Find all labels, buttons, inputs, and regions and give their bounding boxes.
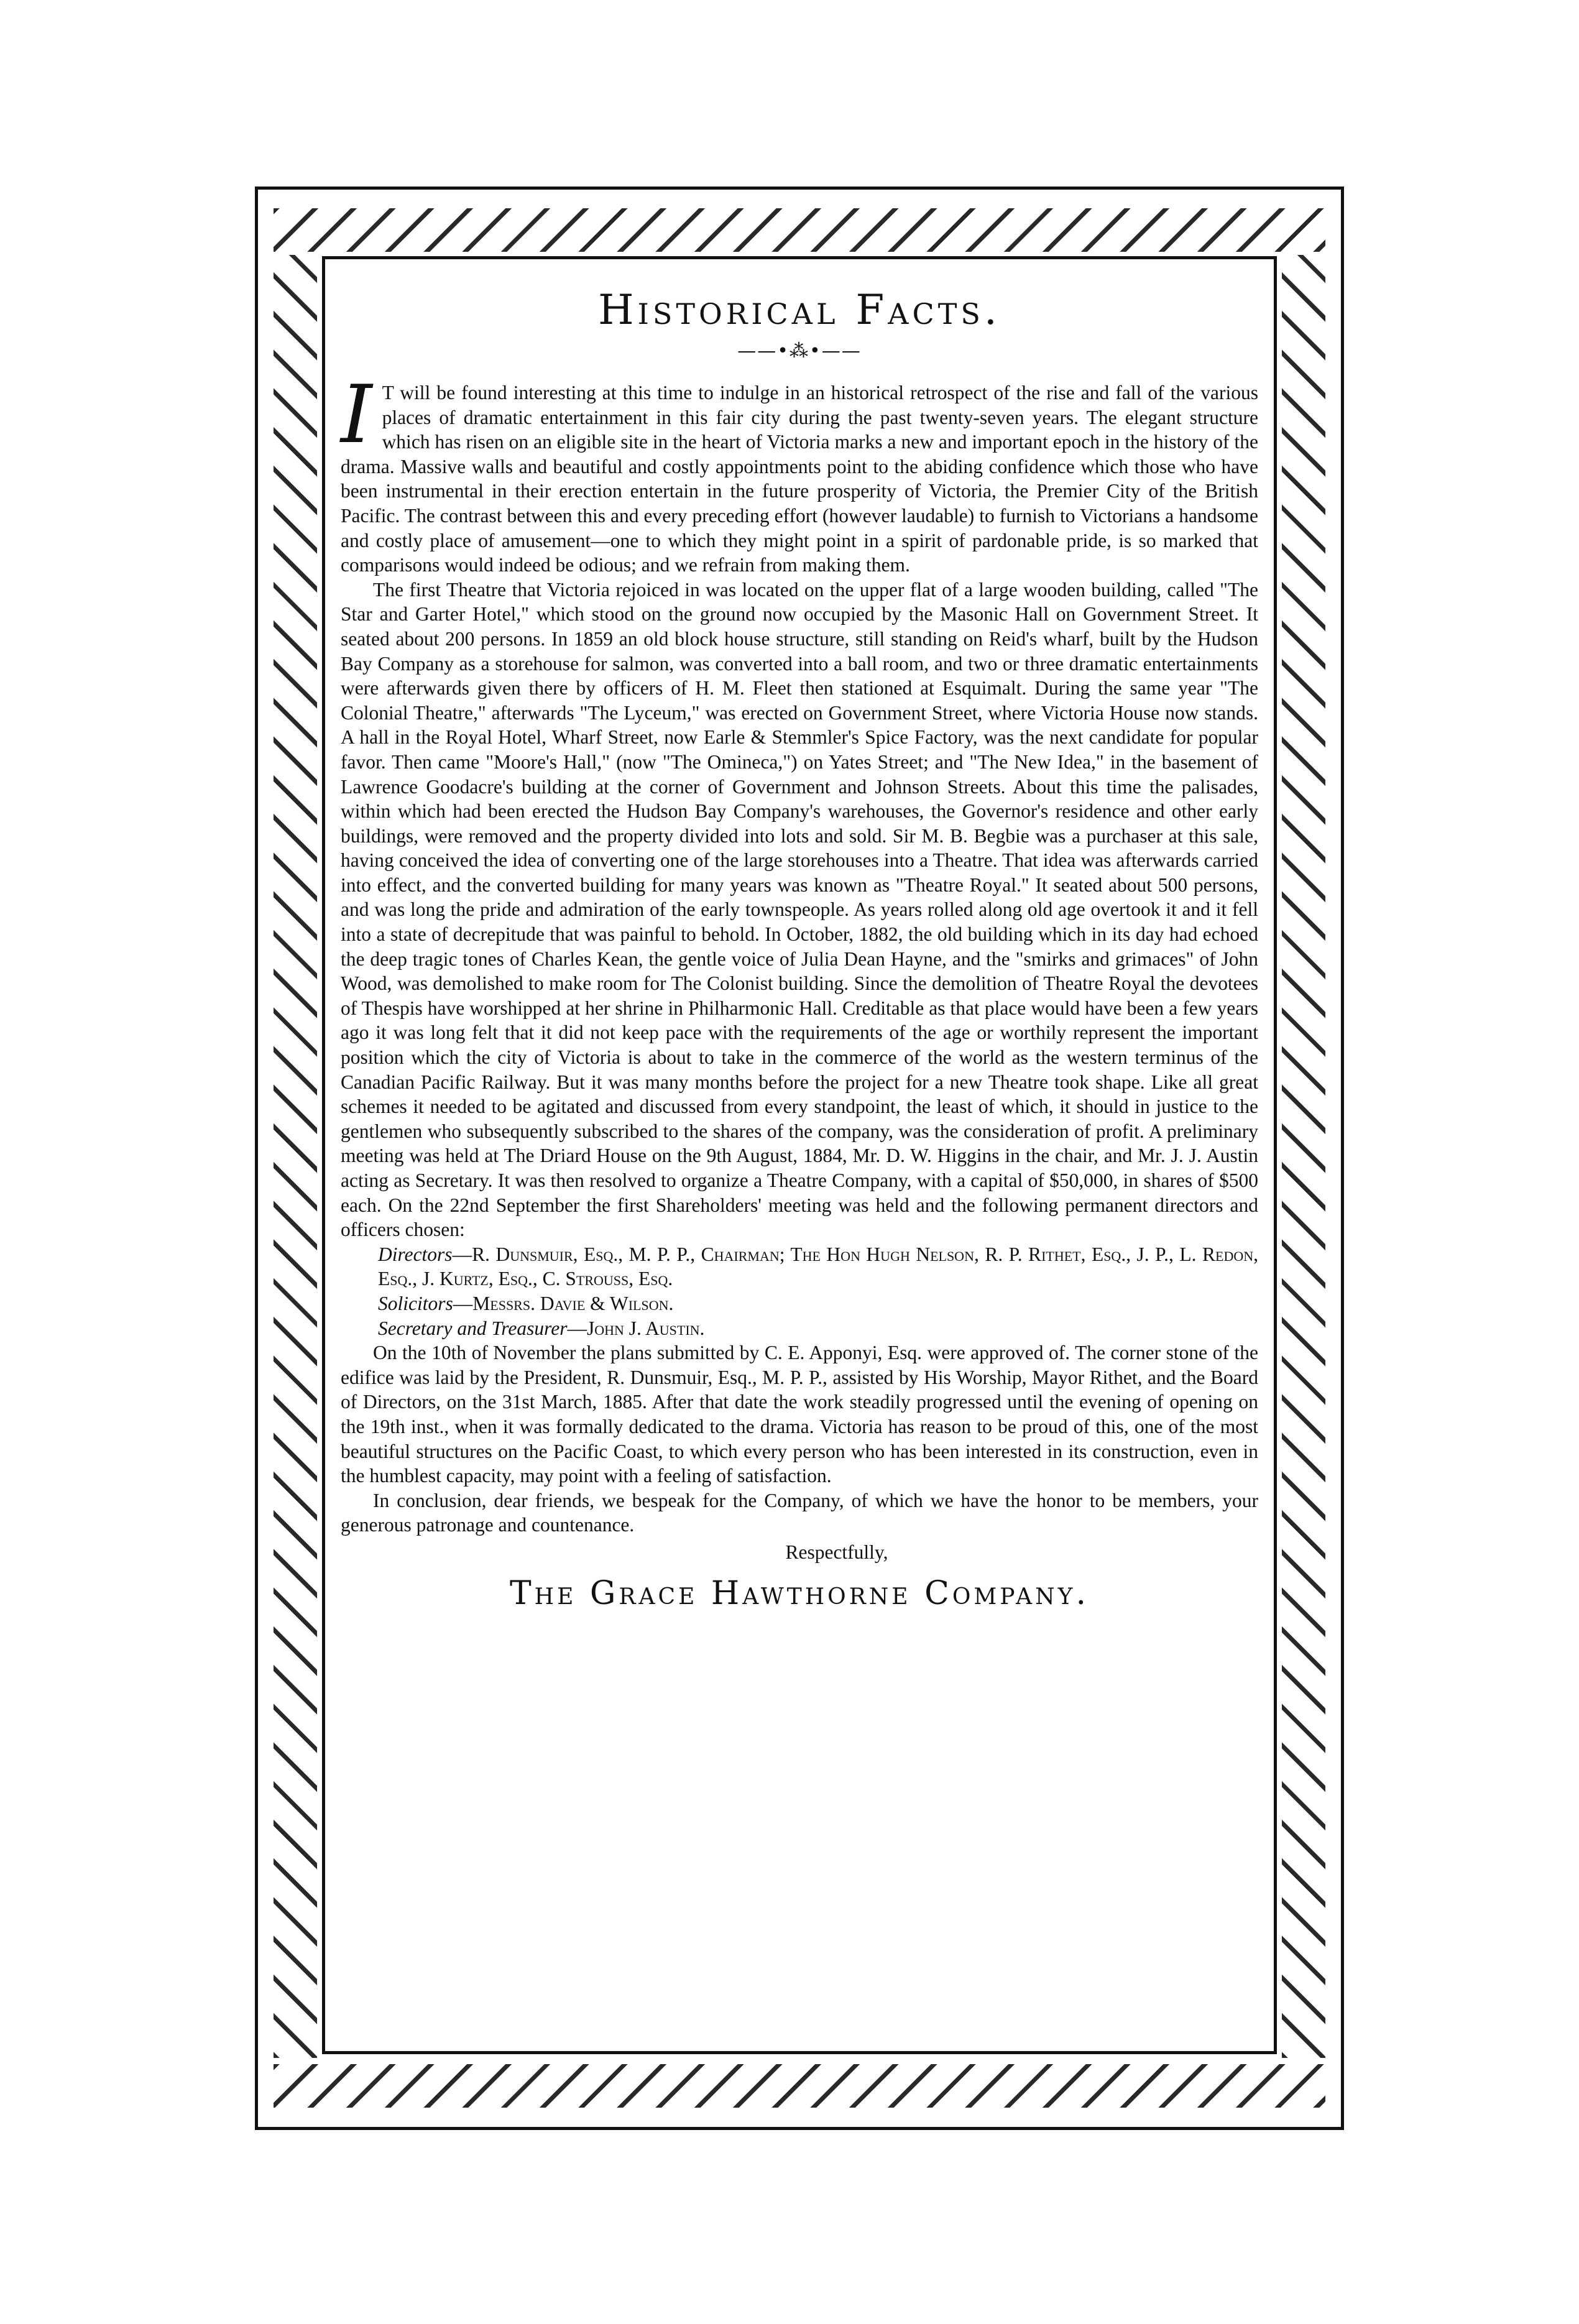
secretary-label: Secretary and Treasurer: [378, 1317, 568, 1339]
page-title: Historical Facts.: [598, 286, 1001, 334]
paragraph-intro-text: T will be found interesting at this time to indulge in an historical retrospect of the rise and fall of the various places of dramatic entertainment in this fair city during the past twenty-seven years. The elegant structure which has risen on an eligible site in the heart of Victoria marks a new and important epoch in the history of the drama. Massive walls and beautiful and costly appointments point to the abiding confidence which those who have been instrumental in their erection entertain in the future prosperity of Victoria, the Premier City of the British Pacific. The contrast between this and every preceding effort (however laudable) to furnish to Victorians a handsome and costly place of amusement—one to which they might point in a spirit of pardonable pride, is so marked that comparisons would indeed be odious; and we refrain from making them.: [341, 382, 1258, 576]
border-hatch-top: [274, 208, 1325, 252]
company-signature: The Grace Hawthorne Company.: [510, 1574, 1089, 1612]
document-body: [341, 267, 1258, 2039]
directors-label: Directors: [378, 1243, 453, 1265]
solicitors-names: —Messrs. Davie & Wilson.: [453, 1292, 674, 1314]
solicitors-line: [341, 1291, 1258, 1316]
border-hatch-bottom: [274, 2064, 1325, 2108]
directors-names: —R. Dunsmuir, Esq., M. P. P., Chairman; The Hon Hugh Nelson, R. P. Rithet, Esq., J. P., L. Redon, Esq., J. Kurtz, Esq., C. Strouss, Esq.: [378, 1243, 1258, 1290]
paragraph-intro: [341, 369, 1258, 578]
paragraph-history: The first Theatre that Victoria rejoiced in was located on the upper flat of a large wooden building, called "The Star and Garter Hotel," which stood on the ground now occupied by the Masonic Hall on Government Street. It seated about 200 persons. In 1859 an old block house structure, still standing on Reid's wharf, built by the Hudson Bay Company as a storehouse for salmon, was converted into a ball room, and two or three dramatic entertainments were afterwards given there by officers of H. M. Fleet then stationed at Esquimalt. During the same year "The Colonial Theatre," afterwards "The Lyceum," was erected on Government Street, where Victoria House now stands. A hall in the Royal Hotel, Wharf Street, now Earle & Stemmler's Spice Factory, was the next candidate for popular favor. Then came "Moore's Hall," (now "The Omineca,") on Yates Street; and "The New Idea," in the basement of Lawrence Goodacre's building at the corner of Government and Johnson Streets. About this time the palisades, within which had been erected the Hudson Bay Company's warehouses, the Governor's residence and other early buildings, were removed and the property divided into lots and sold. Sir M. B. Begbie was a purchaser at this sale, having conceived the idea of converting one of the large storehouses into a Theatre. That idea was afterwards carried into effect, and the converted building for many years was known as "Theatre Royal." It seated about 500 persons, and was long the pride and admiration of the early townspeople. As years rolled along old age overtook it and it fell into a state of decrepitude that was painful to behold. In October, 1882, the old building which in its day had echoed the deep tragic tones of Charles Kean, the gentle voice of Julia Dean Hayne, and the "smirks and grimaces" of John Wood, was demolished to make room for The Colonist building. Since the demolition of Theatre Royal the devotees of Thespis have worshipped at her shrine in Philharmonic Hall. Creditable as that place would have been a few years ago it was long felt that it did not keep pace with the requirements of the age or worthily represent the important position which the city of Victoria is about to take in the commerce of the world as the western terminus of the Canadian Pacific Railway. But it was many months before the project for a new Theatre took shape. Like all great schemes it needed to be agitated and discussed from every standpoint, the least of which, it should in justice to the gentlemen who subsequently subscribed to the shares of the company, was the consideration of profit. A preliminary meeting was held at The Driard House on the 9th August, 1884, Mr. D. W. Higgins in the chair, and Mr. J. J. Austin acting as Secretary. It was then resolved to organize a Theatre Company, with a capital of $50,000, in shares of $500 each. On the 22nd September the first Shareholders' meeting was held and the following permanent directors and officers chosen:: [341, 578, 1258, 1241]
drop-cap: I: [341, 369, 372, 461]
secretary-line: [341, 1316, 1258, 1341]
paragraph-construction: On the 10th of November the plans submitted by C. E. Apponyi, Esq. were approved of. The corner stone of the edifice was laid by the President, R. Dunsmuir, Esq., M. P. P., assisted by His Worship, Mayor Rithet, and the Board of Directors, on the 31st March, 1885. After that date the work steadily progressed until the evening of opening on the 19th inst., when it was formally dedicated to the drama. Victoria has reason to be proud of this, one of the most beautiful structures on the Pacific Coast, to which every person who has been interested in its construction, even in the humblest capacity, may point with a feeling of satisfaction.: [341, 1342, 1258, 1487]
paragraph-conclusion: In conclusion, dear friends, we bespeak for the Company, of which we have the honor to be members, your generous patronage and countenance.: [341, 1489, 1258, 1536]
secretary-name: —John J. Austin.: [567, 1317, 705, 1339]
title-ornament: ——•⁂•——: [737, 340, 862, 362]
border-hatch-left: [274, 255, 317, 2058]
directors-line: [341, 1242, 1258, 1291]
border-hatch-right: [1282, 255, 1325, 2058]
solicitors-label: Solicitors: [378, 1292, 453, 1314]
closing-salutation: Respectfully,: [785, 1541, 888, 1563]
